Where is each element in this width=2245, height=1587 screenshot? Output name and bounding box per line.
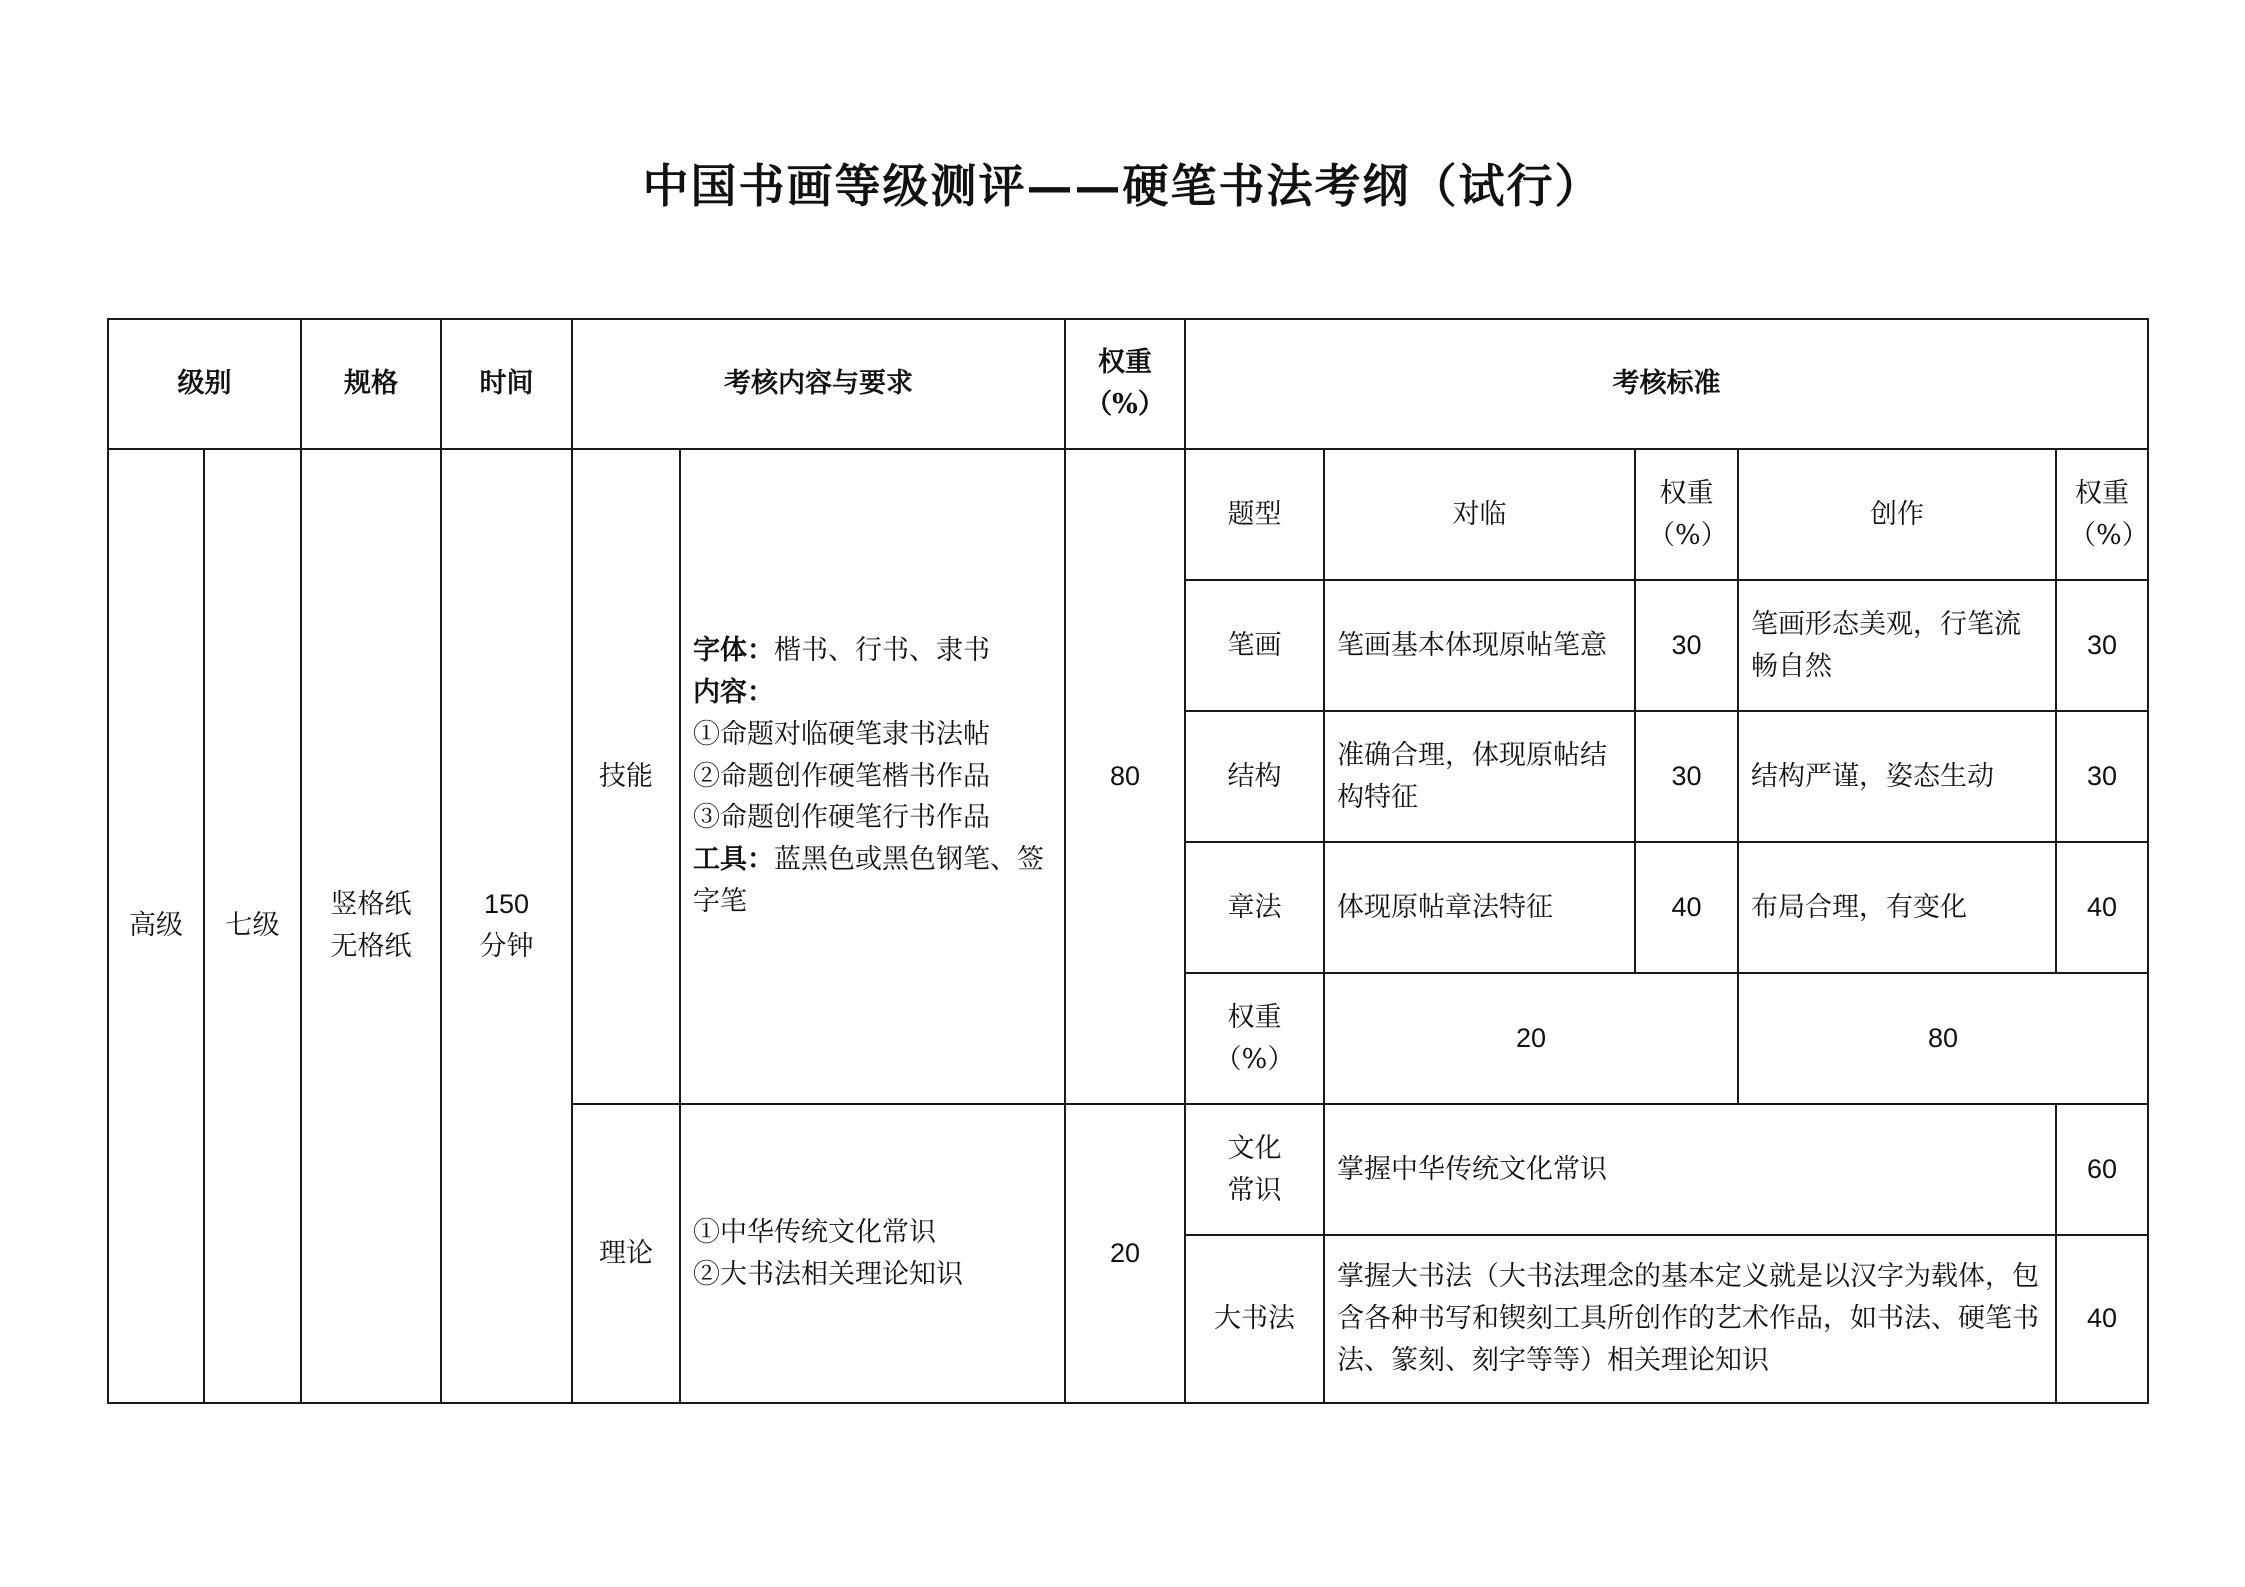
spec-line: 竖格纸 (330, 889, 412, 921)
criteria-type: 笔画 (1185, 580, 1324, 711)
criteria-copy: 笔画基本体现原帖笔意 (1324, 580, 1635, 711)
weight-row-label: 权重（%） (1185, 973, 1324, 1104)
theory-criteria-weight: 60 (2056, 1104, 2148, 1235)
page-title: 中国书画等级测评——硬笔书法考纲（试行） (642, 159, 1603, 213)
font-value: 楷书、行书、隶书 (774, 635, 990, 667)
header-time: 时间 (441, 319, 572, 449)
criteria-copy-weight: 40 (1635, 842, 1738, 973)
sub-header-create: 创作 (1738, 449, 2056, 580)
criteria-type: 章法 (1185, 842, 1324, 973)
font-label: 字体： (693, 635, 774, 667)
skill-weight: 80 (1065, 449, 1185, 1104)
criteria-type: 结构 (1185, 711, 1324, 842)
sub-header-type: 题型 (1185, 449, 1324, 580)
sub-header-copy: 对临 (1324, 449, 1635, 580)
criteria-create-weight: 30 (2056, 711, 2148, 842)
level-major: 高级 (108, 449, 204, 1403)
theory-type: 大书法 (1185, 1235, 1324, 1403)
content-item: ①命题对临硬笔隶书法帖 (693, 718, 990, 750)
header-content: 考核内容与要求 (572, 319, 1065, 449)
content-item: ③命题创作硬笔行书作品 (693, 802, 990, 834)
time-value: 150 (483, 889, 530, 920)
theory-weight: 20 (1065, 1104, 1185, 1403)
criteria-create-weight: 40 (2056, 842, 2148, 973)
theory-category: 理论 (572, 1104, 680, 1403)
content-label: 内容： (693, 676, 774, 708)
spec-cell (301, 449, 441, 1403)
theory-criteria-weight: 40 (2056, 1235, 2148, 1403)
theory-item: ②大书法相关理论知识 (693, 1258, 963, 1290)
skill-requirements (680, 449, 1065, 1104)
theory-type-line: 常识 (1227, 1174, 1282, 1206)
theory-requirements (680, 1104, 1065, 1403)
header-weight: 权重（%） (1065, 319, 1185, 449)
content-item: ②命题创作硬笔楷书作品 (693, 760, 990, 792)
theory-desc: 掌握大书法（大书法理念的基本定义就是以汉字为载体，包含各种书写和锲刻工具所创作的艺术作品，如书法、硬笔书法、篆刻、刻字等等）相关理论知识 (1324, 1235, 2056, 1403)
criteria-copy: 准确合理，体现原帖结构特征 (1324, 711, 1635, 842)
theory-item: ①中华传统文化常识 (693, 1216, 936, 1248)
weight-row-create: 80 (1738, 973, 2148, 1104)
criteria-create-weight: 30 (2056, 580, 2148, 711)
table-row (108, 449, 2148, 580)
weight-row-copy: 20 (1324, 973, 1738, 1104)
theory-type (1185, 1104, 1324, 1235)
tool-label: 工具： (693, 844, 774, 876)
criteria-create: 布局合理，有变化 (1738, 842, 2056, 973)
header-row (108, 319, 2148, 449)
criteria-copy-weight: 30 (1635, 580, 1738, 711)
header-level: 级别 (108, 319, 301, 449)
skill-category: 技能 (572, 449, 680, 1104)
spec-line: 无格纸 (330, 931, 412, 962)
sub-header-copy-weight: 权重（%） (1635, 449, 1738, 580)
syllabus-table (107, 318, 2149, 1404)
header-spec: 规格 (301, 319, 441, 449)
criteria-copy: 体现原帖章法特征 (1324, 842, 1635, 973)
theory-type-line: 文化 (1227, 1132, 1282, 1164)
header-standard: 考核标准 (1185, 319, 2148, 449)
sub-header-create-weight: 权重（%） (2056, 449, 2148, 580)
time-unit: 分钟 (479, 931, 534, 962)
criteria-create: 结构严谨，姿态生动 (1738, 711, 2056, 842)
time-cell (441, 449, 572, 1403)
criteria-copy-weight: 30 (1635, 711, 1738, 842)
tool-value: 蓝黑色或黑色钢笔、签字笔 (693, 844, 1044, 918)
level-minor: 七级 (204, 449, 301, 1403)
theory-desc: 掌握中华传统文化常识 (1324, 1104, 2056, 1235)
criteria-create: 笔画形态美观，行笔流畅自然 (1738, 580, 2056, 711)
